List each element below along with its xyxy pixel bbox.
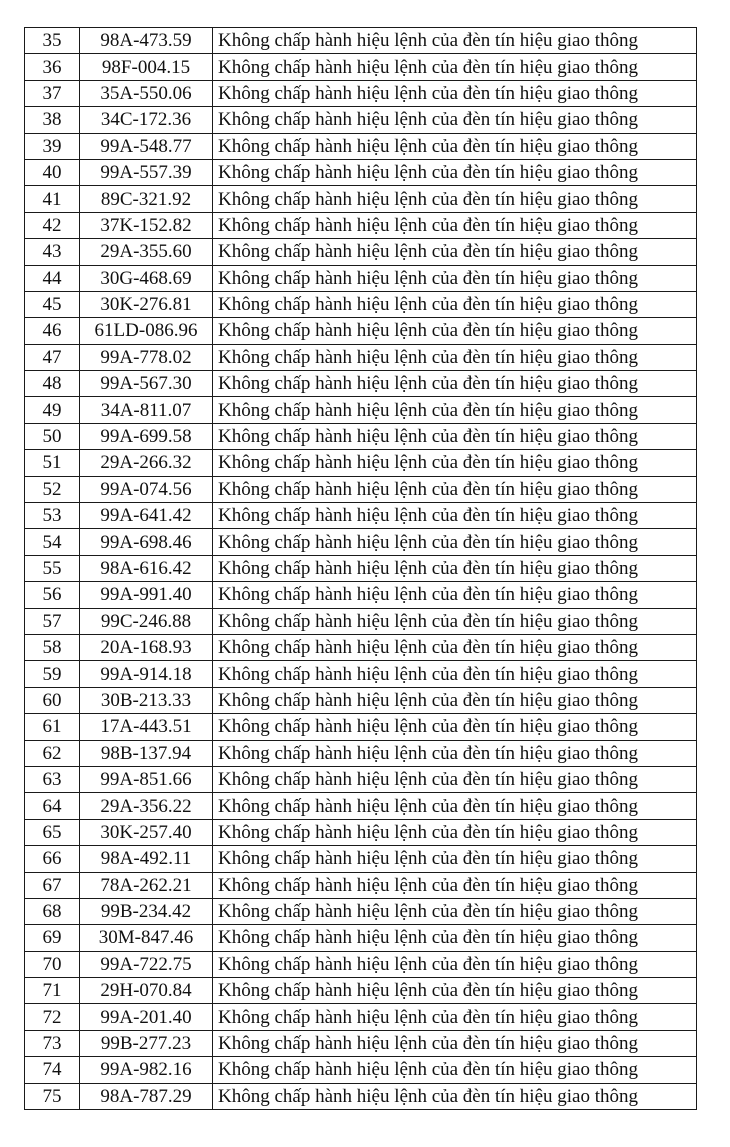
row-number-cell: 39 (25, 133, 80, 159)
violation-cell: Không chấp hành hiệu lệnh của đèn tín hiệu giao thông (213, 54, 697, 80)
license-plate-cell: 29A-355.60 (80, 239, 213, 265)
row-number-cell: 65 (25, 819, 80, 845)
table-row (25, 978, 697, 1004)
license-plate-cell: 61LD-086.96 (80, 318, 213, 344)
violation-cell: Không chấp hành hiệu lệnh của đèn tín hiệu giao thông (213, 898, 697, 924)
row-number-cell: 68 (25, 898, 80, 924)
table-row (25, 107, 697, 133)
license-plate-cell: 98A-616.42 (80, 555, 213, 581)
violation-cell: Không chấp hành hiệu lệnh của đèn tín hiệu giao thông (213, 978, 697, 1004)
table-row (25, 872, 697, 898)
row-number-cell: 48 (25, 371, 80, 397)
table-row (25, 54, 697, 80)
violation-cell: Không chấp hành hiệu lệnh của đèn tín hiệu giao thông (213, 687, 697, 713)
license-plate-cell: 99A-201.40 (80, 1004, 213, 1030)
violation-cell: Không chấp hành hiệu lệnh của đèn tín hiệu giao thông (213, 28, 697, 54)
violation-cell: Không chấp hành hiệu lệnh của đèn tín hiệu giao thông (213, 819, 697, 845)
table-row (25, 186, 697, 212)
violation-cell: Không chấp hành hiệu lệnh của đèn tín hiệu giao thông (213, 318, 697, 344)
row-number-cell: 58 (25, 634, 80, 660)
license-plate-cell: 29A-266.32 (80, 450, 213, 476)
license-plate-cell: 99A-982.16 (80, 1057, 213, 1083)
table-row (25, 423, 697, 449)
table-row (25, 318, 697, 344)
table-row (25, 661, 697, 687)
table-row (25, 80, 697, 106)
license-plate-cell: 99A-641.42 (80, 503, 213, 529)
violation-cell: Không chấp hành hiệu lệnh của đèn tín hiệu giao thông (213, 133, 697, 159)
violation-cell: Không chấp hành hiệu lệnh của đèn tín hiệu giao thông (213, 344, 697, 370)
table-row (25, 582, 697, 608)
violation-cell: Không chấp hành hiệu lệnh của đèn tín hiệu giao thông (213, 107, 697, 133)
violation-cell: Không chấp hành hiệu lệnh của đèn tín hiệu giao thông (213, 555, 697, 581)
violation-cell: Không chấp hành hiệu lệnh của đèn tín hiệu giao thông (213, 793, 697, 819)
violation-cell: Không chấp hành hiệu lệnh của đèn tín hiệu giao thông (213, 503, 697, 529)
row-number-cell: 73 (25, 1030, 80, 1056)
violation-cell: Không chấp hành hiệu lệnh của đèn tín hiệu giao thông (213, 291, 697, 317)
violation-cell: Không chấp hành hiệu lệnh của đèn tín hiệu giao thông (213, 766, 697, 792)
row-number-cell: 62 (25, 740, 80, 766)
table-row (25, 898, 697, 924)
table-row (25, 608, 697, 634)
row-number-cell: 45 (25, 291, 80, 317)
row-number-cell: 75 (25, 1083, 80, 1109)
row-number-cell: 51 (25, 450, 80, 476)
violation-cell: Không chấp hành hiệu lệnh của đèn tín hiệu giao thông (213, 1083, 697, 1109)
violation-cell: Không chấp hành hiệu lệnh của đèn tín hiệu giao thông (213, 371, 697, 397)
violation-cell: Không chấp hành hiệu lệnh của đèn tín hiệu giao thông (213, 925, 697, 951)
table-row (25, 28, 697, 54)
license-plate-cell: 99A-778.02 (80, 344, 213, 370)
row-number-cell: 38 (25, 107, 80, 133)
violation-cell: Không chấp hành hiệu lệnh của đèn tín hiệu giao thông (213, 159, 697, 185)
row-number-cell: 36 (25, 54, 80, 80)
violations-table-body (25, 28, 697, 1110)
license-plate-cell: 99A-722.75 (80, 951, 213, 977)
row-number-cell: 55 (25, 555, 80, 581)
row-number-cell: 37 (25, 80, 80, 106)
violation-cell: Không chấp hành hiệu lệnh của đèn tín hiệu giao thông (213, 1057, 697, 1083)
row-number-cell: 59 (25, 661, 80, 687)
table-row (25, 212, 697, 238)
license-plate-cell: 99A-548.77 (80, 133, 213, 159)
license-plate-cell: 99A-914.18 (80, 661, 213, 687)
row-number-cell: 66 (25, 846, 80, 872)
table-row (25, 925, 697, 951)
license-plate-cell: 98B-137.94 (80, 740, 213, 766)
table-row (25, 846, 697, 872)
violation-cell: Không chấp hành hiệu lệnh của đèn tín hiệu giao thông (213, 239, 697, 265)
violation-cell: Không chấp hành hiệu lệnh của đèn tín hiệu giao thông (213, 740, 697, 766)
table-row (25, 819, 697, 845)
table-row (25, 476, 697, 502)
row-number-cell: 71 (25, 978, 80, 1004)
license-plate-cell: 99A-991.40 (80, 582, 213, 608)
violation-cell: Không chấp hành hiệu lệnh của đèn tín hiệu giao thông (213, 476, 697, 502)
table-row (25, 1083, 697, 1109)
license-plate-cell: 99A-557.39 (80, 159, 213, 185)
license-plate-cell: 34A-811.07 (80, 397, 213, 423)
license-plate-cell: 20A-168.93 (80, 634, 213, 660)
row-number-cell: 72 (25, 1004, 80, 1030)
row-number-cell: 60 (25, 687, 80, 713)
violation-cell: Không chấp hành hiệu lệnh của đèn tín hiệu giao thông (213, 661, 697, 687)
table-row (25, 344, 697, 370)
license-plate-cell: 89C-321.92 (80, 186, 213, 212)
license-plate-cell: 78A-262.21 (80, 872, 213, 898)
row-number-cell: 49 (25, 397, 80, 423)
row-number-cell: 57 (25, 608, 80, 634)
table-row (25, 371, 697, 397)
row-number-cell: 43 (25, 239, 80, 265)
row-number-cell: 35 (25, 28, 80, 54)
license-plate-cell: 99A-851.66 (80, 766, 213, 792)
license-plate-cell: 99B-234.42 (80, 898, 213, 924)
table-row (25, 133, 697, 159)
table-row (25, 529, 697, 555)
license-plate-cell: 98F-004.15 (80, 54, 213, 80)
table-row (25, 159, 697, 185)
row-number-cell: 56 (25, 582, 80, 608)
table-row (25, 1030, 697, 1056)
license-plate-cell: 29H-070.84 (80, 978, 213, 1004)
license-plate-cell: 37K-152.82 (80, 212, 213, 238)
table-row (25, 951, 697, 977)
row-number-cell: 44 (25, 265, 80, 291)
table-row (25, 555, 697, 581)
table-row (25, 714, 697, 740)
row-number-cell: 46 (25, 318, 80, 344)
table-row (25, 634, 697, 660)
license-plate-cell: 99A-699.58 (80, 423, 213, 449)
violation-cell: Không chấp hành hiệu lệnh của đèn tín hiệu giao thông (213, 846, 697, 872)
license-plate-cell: 98A-787.29 (80, 1083, 213, 1109)
table-row (25, 291, 697, 317)
table-row (25, 766, 697, 792)
violation-cell: Không chấp hành hiệu lệnh của đèn tín hiệu giao thông (213, 397, 697, 423)
license-plate-cell: 30B-213.33 (80, 687, 213, 713)
license-plate-cell: 30G-468.69 (80, 265, 213, 291)
license-plate-cell: 99C-246.88 (80, 608, 213, 634)
license-plate-cell: 98A-473.59 (80, 28, 213, 54)
license-plate-cell: 99A-567.30 (80, 371, 213, 397)
table-row (25, 740, 697, 766)
license-plate-cell: 34C-172.36 (80, 107, 213, 133)
violation-cell: Không chấp hành hiệu lệnh của đèn tín hiệu giao thông (213, 1030, 697, 1056)
row-number-cell: 54 (25, 529, 80, 555)
violation-cell: Không chấp hành hiệu lệnh của đèn tín hiệu giao thông (213, 186, 697, 212)
violation-cell: Không chấp hành hiệu lệnh của đèn tín hiệu giao thông (213, 951, 697, 977)
row-number-cell: 41 (25, 186, 80, 212)
table-row (25, 265, 697, 291)
violation-cell: Không chấp hành hiệu lệnh của đèn tín hiệu giao thông (213, 872, 697, 898)
table-row (25, 687, 697, 713)
table-row (25, 793, 697, 819)
row-number-cell: 70 (25, 951, 80, 977)
row-number-cell: 50 (25, 423, 80, 449)
license-plate-cell: 29A-356.22 (80, 793, 213, 819)
row-number-cell: 42 (25, 212, 80, 238)
row-number-cell: 63 (25, 766, 80, 792)
license-plate-cell: 17A-443.51 (80, 714, 213, 740)
violation-cell: Không chấp hành hiệu lệnh của đèn tín hiệu giao thông (213, 582, 697, 608)
violation-cell: Không chấp hành hiệu lệnh của đèn tín hiệu giao thông (213, 529, 697, 555)
license-plate-cell: 30M-847.46 (80, 925, 213, 951)
row-number-cell: 61 (25, 714, 80, 740)
table-row (25, 503, 697, 529)
row-number-cell: 69 (25, 925, 80, 951)
license-plate-cell: 35A-550.06 (80, 80, 213, 106)
table-row (25, 397, 697, 423)
violation-cell: Không chấp hành hiệu lệnh của đèn tín hiệu giao thông (213, 1004, 697, 1030)
violation-cell: Không chấp hành hiệu lệnh của đèn tín hiệu giao thông (213, 634, 697, 660)
row-number-cell: 40 (25, 159, 80, 185)
violation-cell: Không chấp hành hiệu lệnh của đèn tín hiệu giao thông (213, 80, 697, 106)
license-plate-cell: 30K-257.40 (80, 819, 213, 845)
violation-cell: Không chấp hành hiệu lệnh của đèn tín hiệu giao thông (213, 608, 697, 634)
row-number-cell: 67 (25, 872, 80, 898)
violation-cell: Không chấp hành hiệu lệnh của đèn tín hiệu giao thông (213, 265, 697, 291)
license-plate-cell: 30K-276.81 (80, 291, 213, 317)
row-number-cell: 47 (25, 344, 80, 370)
violation-cell: Không chấp hành hiệu lệnh của đèn tín hiệu giao thông (213, 212, 697, 238)
row-number-cell: 52 (25, 476, 80, 502)
violation-cell: Không chấp hành hiệu lệnh của đèn tín hiệu giao thông (213, 714, 697, 740)
row-number-cell: 64 (25, 793, 80, 819)
table-row (25, 239, 697, 265)
license-plate-cell: 99A-698.46 (80, 529, 213, 555)
license-plate-cell: 98A-492.11 (80, 846, 213, 872)
license-plate-cell: 99B-277.23 (80, 1030, 213, 1056)
row-number-cell: 74 (25, 1057, 80, 1083)
license-plate-cell: 99A-074.56 (80, 476, 213, 502)
row-number-cell: 53 (25, 503, 80, 529)
table-row (25, 450, 697, 476)
table-row (25, 1057, 697, 1083)
violation-cell: Không chấp hành hiệu lệnh của đèn tín hiệu giao thông (213, 423, 697, 449)
table-row (25, 1004, 697, 1030)
violations-table (24, 27, 697, 1110)
violation-cell: Không chấp hành hiệu lệnh của đèn tín hiệu giao thông (213, 450, 697, 476)
